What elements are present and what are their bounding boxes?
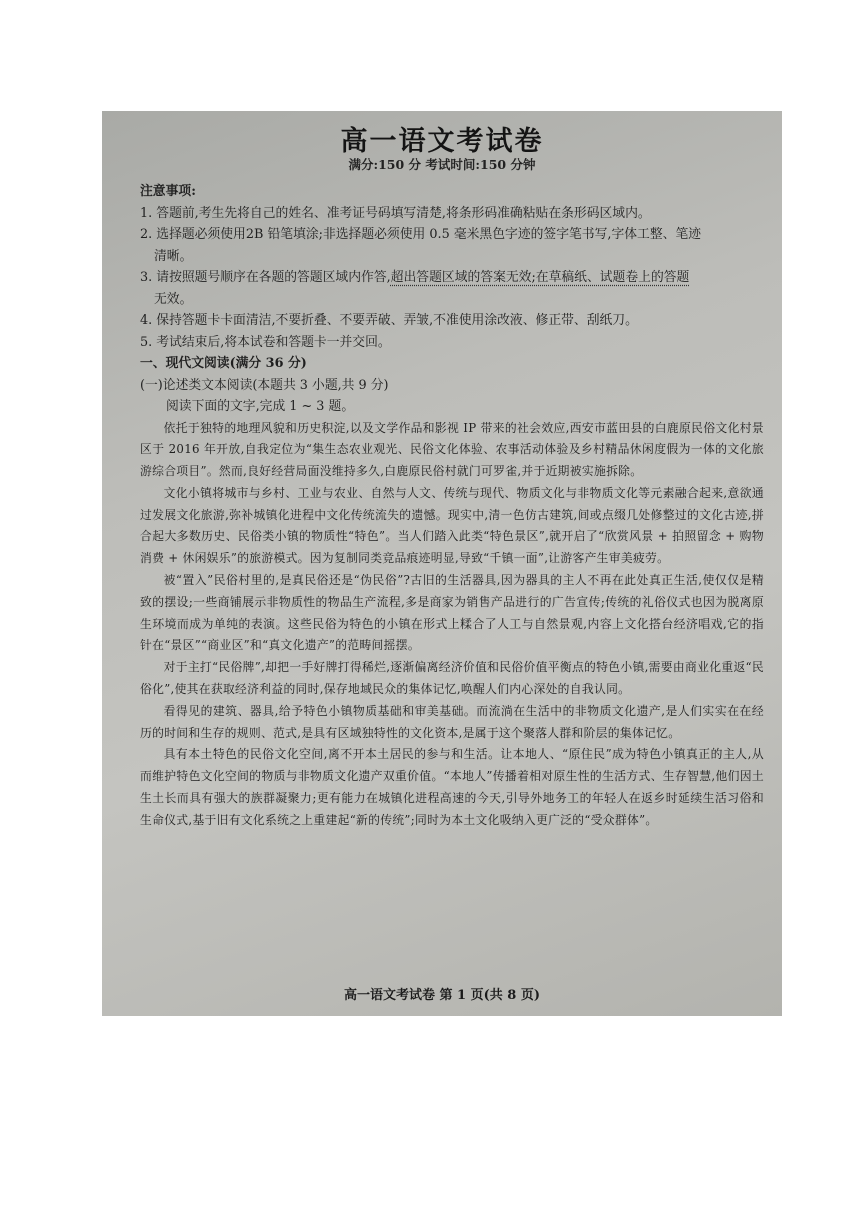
reading-instruction: 阅读下面的文字,完成 1 ~ 3 题。 xyxy=(166,399,355,414)
note-item-3-emphasis: 超出答题区域的答案无效;在草稿纸、试题卷上的答题 xyxy=(390,270,690,285)
notes-heading: 注意事项: xyxy=(140,184,196,199)
note-item-1: 1. 答题前,考生先将自己的姓名、准考证号码填写清楚,将条形码准确粘贴在条形码区域内。 xyxy=(140,205,651,221)
passage-paragraph-3: 被“置入”民俗村里的,是真民俗还是“伪民俗”?古旧的生活器具,因为器具的主人不再在此处真正生活,使仅仅是精致的摆设;一些商铺展示非物质性的物品生产流程,多是商家为销售产品进行的广告宣传;传统的礼俗仪式也因为脱离原生环境而成为单纯的表演。这些民俗为特色的小镇在形式上糅合了人工与自然景观,内容上文化搭台经济唱戏,它的指针在“景区”“商业区”和“真文化遗产”的范畴间摇摆。 xyxy=(140,573,764,653)
note-item-3-cont: 无效。 xyxy=(154,291,193,307)
exam-title: 高一语文考试卷 xyxy=(340,126,544,157)
note-item-3-text: 3. 请按照题号顺序在各题的答题区域内作答, xyxy=(140,270,391,285)
passage-paragraph-2: 文化小镇将城市与乡村、工业与农业、自然与人文、传统与现代、物质文化与非物质文化等元素融合起来,意欲通过发展文化旅游,弥补城镇化进程中文化传统流失的遗憾。现实中,清一色仿古建筑,间或点缀几处修整过的文化古迹,拼合起大多数历史、民俗类小镇的物质性“特色”。当人们踏入此类“特色景区”,就开启了“欣赏风景 + 拍照留念 + 购物消费 + 休闲娱乐”的旅游模式。因为复制同类竞品痕迹明显,导致“千镇一面”,让游客产生审美疲劳。 xyxy=(140,485,764,566)
passage-paragraph-5: 看得见的建筑、器具,给予特色小镇物质基础和审美基础。而流淌在生活中的非物质文化遗产,是人们实实在在经历的时间和生存的规则、范式,是具有区域独特性的文化资本,是属于这个聚落人群和阶层的集体记忆。 xyxy=(140,703,764,740)
page-footer: 高一语文考试卷 第 1 页(共 8 页) xyxy=(343,988,541,1003)
exam-page-photo xyxy=(102,111,782,1016)
note-item-2-cont: 清晰。 xyxy=(154,248,193,264)
exam-meta: 满分:150 分 考试时间:150 分钟 xyxy=(348,157,536,172)
note-item-5: 5. 考试结束后,将本试卷和答题卡一并交回。 xyxy=(140,334,391,350)
note-item-4: 4. 保持答题卡卡面清洁,不要折叠、不要弄破、弄皱,不准使用涂改液、修正带、刮纸刀。 xyxy=(140,313,638,328)
passage-paragraph-6: 具有本土特色的民俗文化空间,离不开本土居民的参与和生活。让本地人、“原住民”成为特色小镇真正的主人,从而维护特色文化空间的物质与非物质文化遗产双重价值。“本地人”传播着相对原生性的生活方式、生存智慧,他们因土生土长而具有强大的族群凝聚力;更有能力在城镇化进程高速的今天,引导外地务工的年轻人在返乡时延续生活习俗和生命仪式,基于旧有文化系统之上重建起“新的传统”;同时为本土文化吸纳入更广泛的“受众群体”。 xyxy=(140,747,764,827)
subsection-heading: (一)论述类文本阅读(本题共 3 小题,共 9 分) xyxy=(140,377,389,393)
section-heading: 一、现代文阅读(满分 36 分) xyxy=(140,356,307,371)
note-item-3 xyxy=(140,267,764,289)
exam-body xyxy=(140,181,764,832)
note-item-2: 2. 选择题必须使用2B 铅笔填涂;非选择题必须使用 0.5 毫米黑色字迹的签字笔书写,字体工整、笔迹 xyxy=(140,227,702,242)
passage-paragraph-4: 对于主打“民俗牌”,却把一手好牌打得稀烂,逐渐偏离经济价值和民俗价值平衡点的特色小镇,需要由商业化重返“民俗化”,使其在获取经济利益的同时,保存地域民众的集体记忆,唤醒人们内心深处的自我认同。 xyxy=(140,660,764,697)
passage-paragraph-1: 依托于独特的地理风貌和历史积淀,以及文学作品和影视 IP 带来的社会效应,西安市蓝田县的白鹿原民俗文化村景区于 2016 年开放,自我定位为“集生态农业观光、民俗文化体验、农事活动体验及乡村精品休闲度假为一体的文化旅游综合项目”。然而,良好经营局面没维持多久,白鹿原民俗村就门可罗雀,并于近期被实施拆除。 xyxy=(140,420,764,479)
